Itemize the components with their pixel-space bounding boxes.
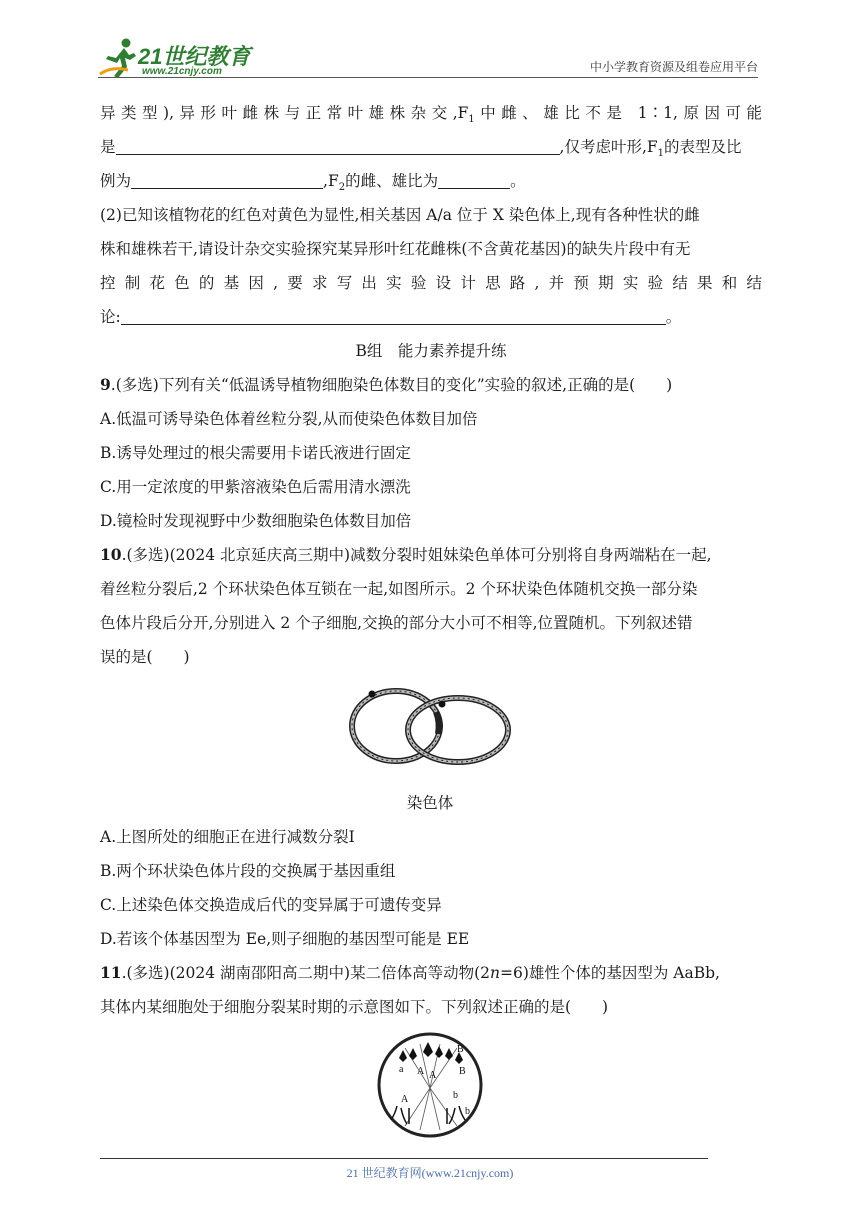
q10-stem-4: 误的是( ) — [100, 648, 190, 666]
platform-name: 中小学教育资源及组卷应用平台 — [589, 60, 758, 74]
cell-label-4: B — [457, 1044, 464, 1055]
figure-caption: 染色体 — [406, 794, 454, 812]
ring-chromosome-figure — [346, 682, 516, 772]
q9-option-b: B.诱导处理过的根尖需要用卡诺氏液进行固定 — [100, 444, 411, 462]
cell-label-7: b — [453, 1090, 458, 1101]
cell-label-3: A — [429, 1070, 437, 1081]
q9-option-d: D.镜检时发现视野中少数细胞染色体数目加倍 — [100, 512, 412, 530]
section-title: B组 能力素养提升练 — [355, 342, 507, 360]
answer-blank-4[interactable] — [121, 306, 666, 325]
q10-option-c: C.上述染色体交换造成后代的变异属于可遗传变异 — [100, 896, 442, 914]
text-line-2: 是 ,仅考虑叶形$,F_1$的表型及比 — [100, 138, 742, 160]
q10-stem-3: 色体片段后分开,分别进入 2 个子细胞,交换的部分大小可不相等,位置随机。下列叙述错 — [100, 614, 693, 632]
page-footer: 21 世纪教育网(www.21cnjy.com) — [346, 1166, 514, 1180]
cell-division-figure — [375, 1030, 485, 1140]
text-line-3: 例为 $,F_2$的雌、雄比为 。 — [100, 172, 526, 194]
logo-url: www.21cnjy.com — [142, 66, 222, 77]
q9-option-a: A.低温可诱导染色体着丝粒分裂,从而使染色体数目加倍 — [100, 410, 478, 428]
q10-stem-1: 10.(多选)(2024 北京延庆高三期中)减数分裂时姐妹染色单体可分别将自身两端粘在一起, — [100, 545, 712, 564]
footer-divider — [100, 1158, 708, 1159]
page-header — [98, 36, 758, 80]
answer-blank-2[interactable] — [131, 170, 323, 189]
q11-stem-1: 11.(多选)(2024 湖南邵阳高二期中)某二倍体高等动物(2n=6)雄性个体的基因型为 AaBb, — [100, 963, 720, 982]
logo-text: 21世纪教育 — [138, 44, 251, 69]
header-divider — [98, 77, 758, 78]
text-line-1: 异类型),异形叶雌株与正常叶雄株杂交$,F_1$中雌、雄比不是 1∶1,原因可能 — [100, 104, 762, 126]
cell-label-6: A — [401, 1094, 409, 1105]
cell-label-8: b — [465, 1106, 470, 1117]
q10-stem-2: 着丝粒分裂后,2 个环状染色体互锁在一起,如图所示。2 个环状染色体随机交换一部分染 — [100, 580, 698, 598]
text-line-7: 论: 。 — [100, 308, 682, 326]
page-content-2 — [100, 820, 762, 1024]
q10-option-d: D.若该个体基因型为 Ee,则子细胞的基因型可能是 EE — [100, 930, 470, 948]
q9-option-c: C.用一定浓度的甲紫溶液染色后需用清水漂洗 — [100, 478, 411, 496]
q10-option-a: A.上图所处的细胞正在进行减数分裂Ⅰ — [100, 828, 355, 846]
answer-blank-3[interactable] — [438, 170, 510, 189]
cell-label-2: A — [417, 1066, 425, 1077]
text-line-5: 株和雄株若干,请设计杂交实验探究某异形叶红花雌株(不含黄花基因)的缺失片段中有无 — [100, 240, 691, 258]
page-content — [100, 96, 762, 674]
q9-stem: 9.(多选)下列有关“低温诱导植物细胞染色体数目的变化”实验的叙述,正确的是( ) — [100, 375, 673, 394]
q11-stem-2: 其体内某细胞处于细胞分裂某时期的示意图如下。下列叙述正确的是( ) — [100, 998, 609, 1016]
logo — [98, 36, 268, 80]
cell-label-5: B — [459, 1066, 466, 1077]
cell-label-1: a — [399, 1064, 404, 1075]
text-line-4: (2)已知该植物花的红色对黄色为显性,相关基因 A/a 位于 X 染色体上,现有各种性状的雌 — [100, 206, 700, 224]
runner-logo-icon — [98, 36, 142, 80]
text-line-6: 控制花色的基因,要求写出实验设计思路,并预期实验结果和结 — [100, 274, 762, 292]
q10-option-b: B.两个环状染色体片段的交换属于基因重组 — [100, 862, 396, 880]
answer-blank-1[interactable] — [116, 136, 560, 155]
